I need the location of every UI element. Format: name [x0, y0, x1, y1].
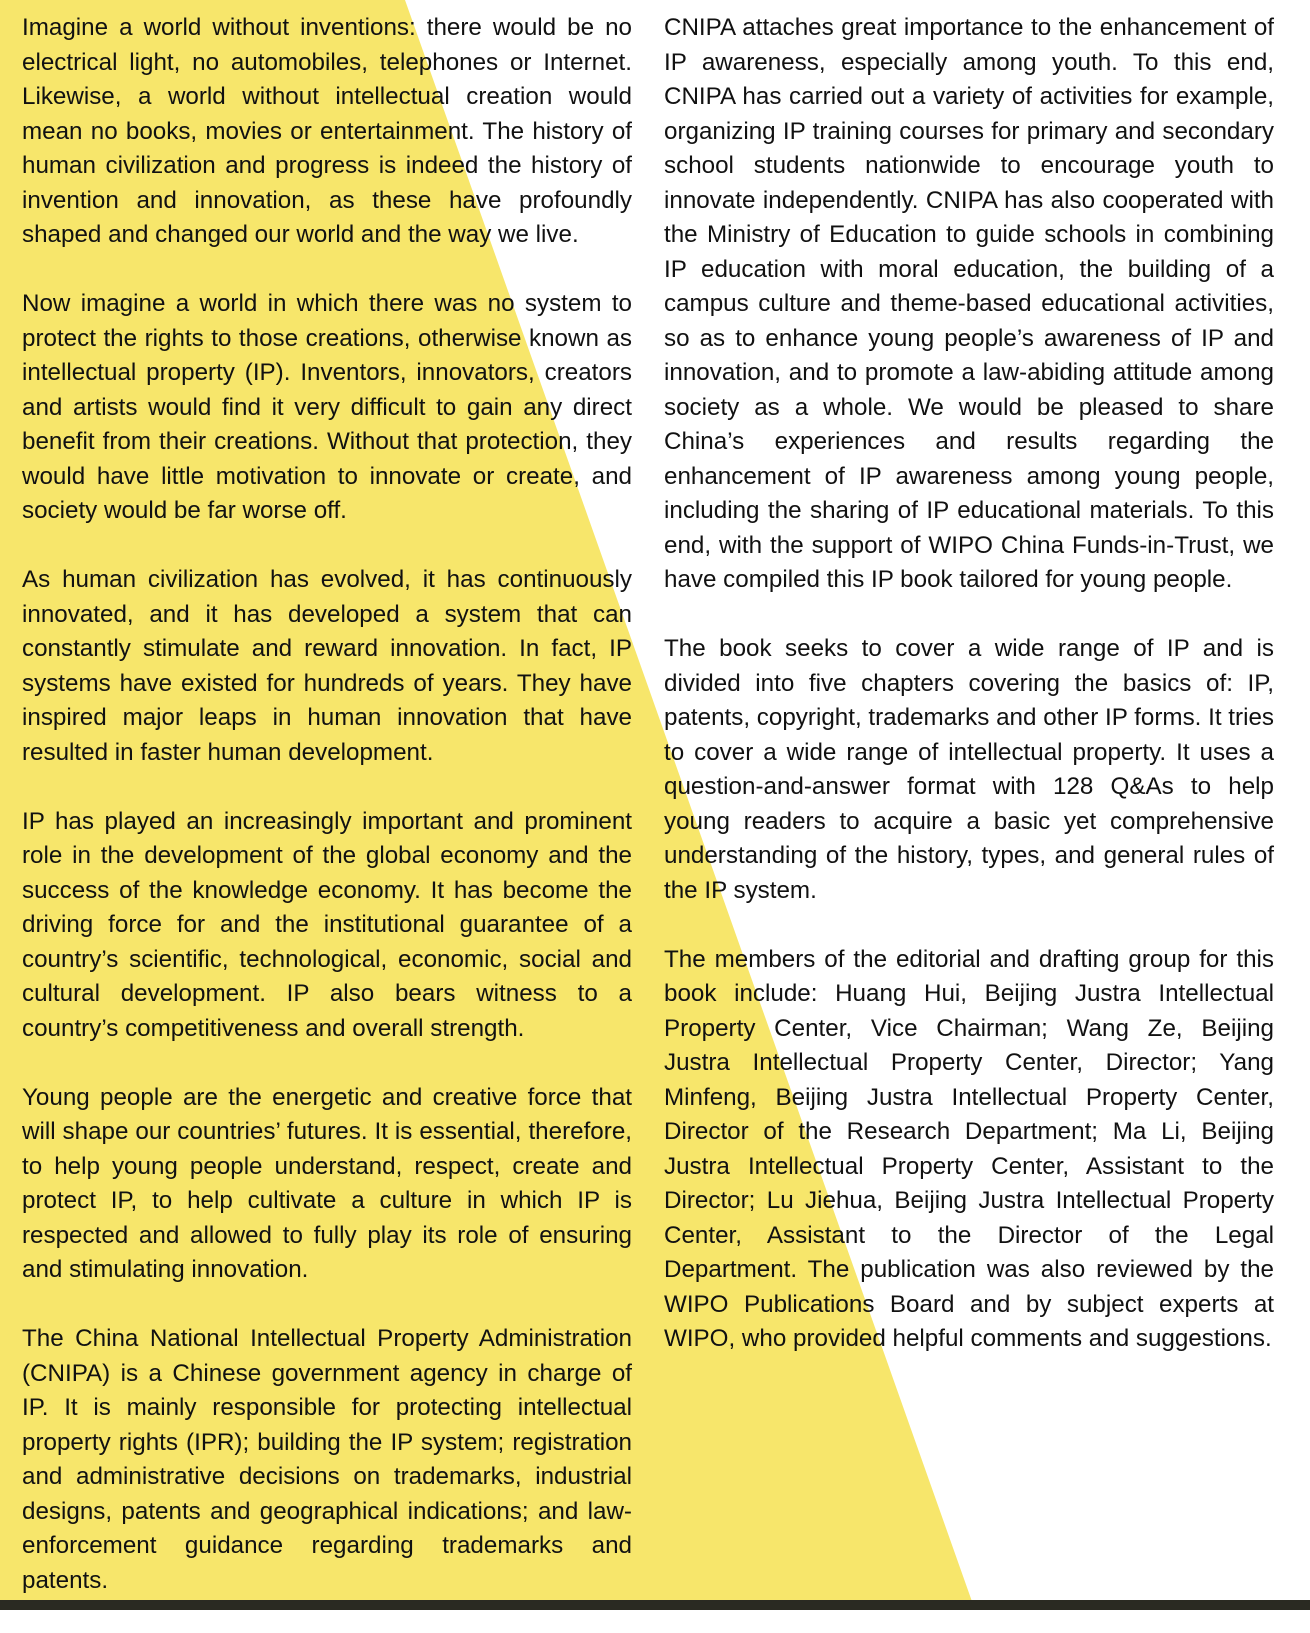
paragraph-ip-awareness: CNIPA attaches great importance to the enhancement of IP awareness, especially among youth. To this end, CNIPA has carried out a variety of activities for example, organizing IP training courses for primary and secondary school students nationwide to encourage youth to innovate independently. CNIPA has also cooperated with the Ministry of Education to guide schools in combining IP education with moral education, the building of a campus culture and theme-based educational activities, so as to enhance young people’s awareness of IP and innovation, and to promote a law-abiding attitude among society as a whole. We would be pleased to share China’s experiences and results regarding the enhancement of IP awareness among young people, including the sharing of IP educational materials. To this end, with the support of WIPO China Funds-in-Trust, we have compiled this IP book tailored for young people.: [664, 14, 1274, 593]
paragraph-editorial-group: The members of the editorial and drafting group for this book include: Huang Hui, Beijing Justra Intellectual Property Center, Vice Chairman; Wang Ze, Beijing Justra Intellectual Property Center, Director; Yang Minfeng, Beijing Justra Intellectual Property Center, Director of the Research Department; Ma Li, Beijing Justra Intellectual Property Center, Assistant to the Director; Lu Jiehua, Beijing Justra Intellectual Property Center, Assistant to the Director of the Legal Department. The publication was also reviewed by the WIPO Publications Board and by subject experts at WIPO, who provided helpful comments and suggestions.: [664, 945, 1274, 1352]
paragraph-inventions: Imagine a world without inventions: there would be no electrical light, no automobiles, telephones or Internet. Likewise, a world without intellectual creation would mean no books, movies or entertainment. The history of human civilization and progress is indeed the history of invention and innovation, as these have profoundly shaped and changed our world and the way we live.: [22, 14, 632, 248]
paragraph-ip-system: Now imagine a world in which there was no system to protect the rights to those creations, otherwise known as intellectual property (IP). Inventors, innovators, creators and artists would find it very difficult to gain any direct benefit from their creations. Without that protection, they would have little motivation to innovate or create, and society would be far worse off.: [22, 290, 632, 524]
right-text-column: [664, 11, 1274, 1391]
paragraph-cnipa-intro: The China National Intellectual Property Administration (CNIPA) is a Chinese government agency in charge of IP. It is mainly responsible for protecting intellectual property rights (IPR); building the IP system; registration and administrative decisions on trademarks, industrial designs, patents and geographical indications; and law-enforcement guidance regarding trademarks and patents.: [22, 1325, 632, 1594]
paragraph-young-people: Young people are the energetic and creative force that will shape our countries’ futures. It is essential, therefore, to help young people understand, respect, create and protect IP, to help cultivate a culture in which IP is respected and allowed to fully play its role of ensuring and stimulating innovation.: [22, 1083, 632, 1283]
bottom-decorative-strip: [0, 1600, 1310, 1610]
paragraph-civilization: As human civilization has evolved, it has continuously innovated, and it has developed a system that can constantly stimulate and reward innovation. In fact, IP systems have existed for hundreds of years. They have inspired major leaps in human innovation that have resulted in faster human development.: [22, 566, 632, 766]
paragraph-book-scope: The book seeks to cover a wide range of IP and is divided into five chapters covering the basics of: IP, patents, copyright, trademarks and other IP forms. It tries to cover a wide range of intellectual property. It uses a question-and-answer format with 128 Q&As to help young readers to acquire a basic yet comprehensive understanding of the history, types, and general rules of the IP system.: [664, 635, 1274, 904]
left-text-column: [22, 11, 632, 1633]
paragraph-global-economy: IP has played an increasingly important and prominent role in the development of the global economy and the success of the knowledge economy. It has become the driving force for and the institutional guarantee of a country’s scientific, technological, economic, social and cultural development. IP also bears witness to a country’s competitiveness and overall strength.: [22, 807, 632, 1042]
